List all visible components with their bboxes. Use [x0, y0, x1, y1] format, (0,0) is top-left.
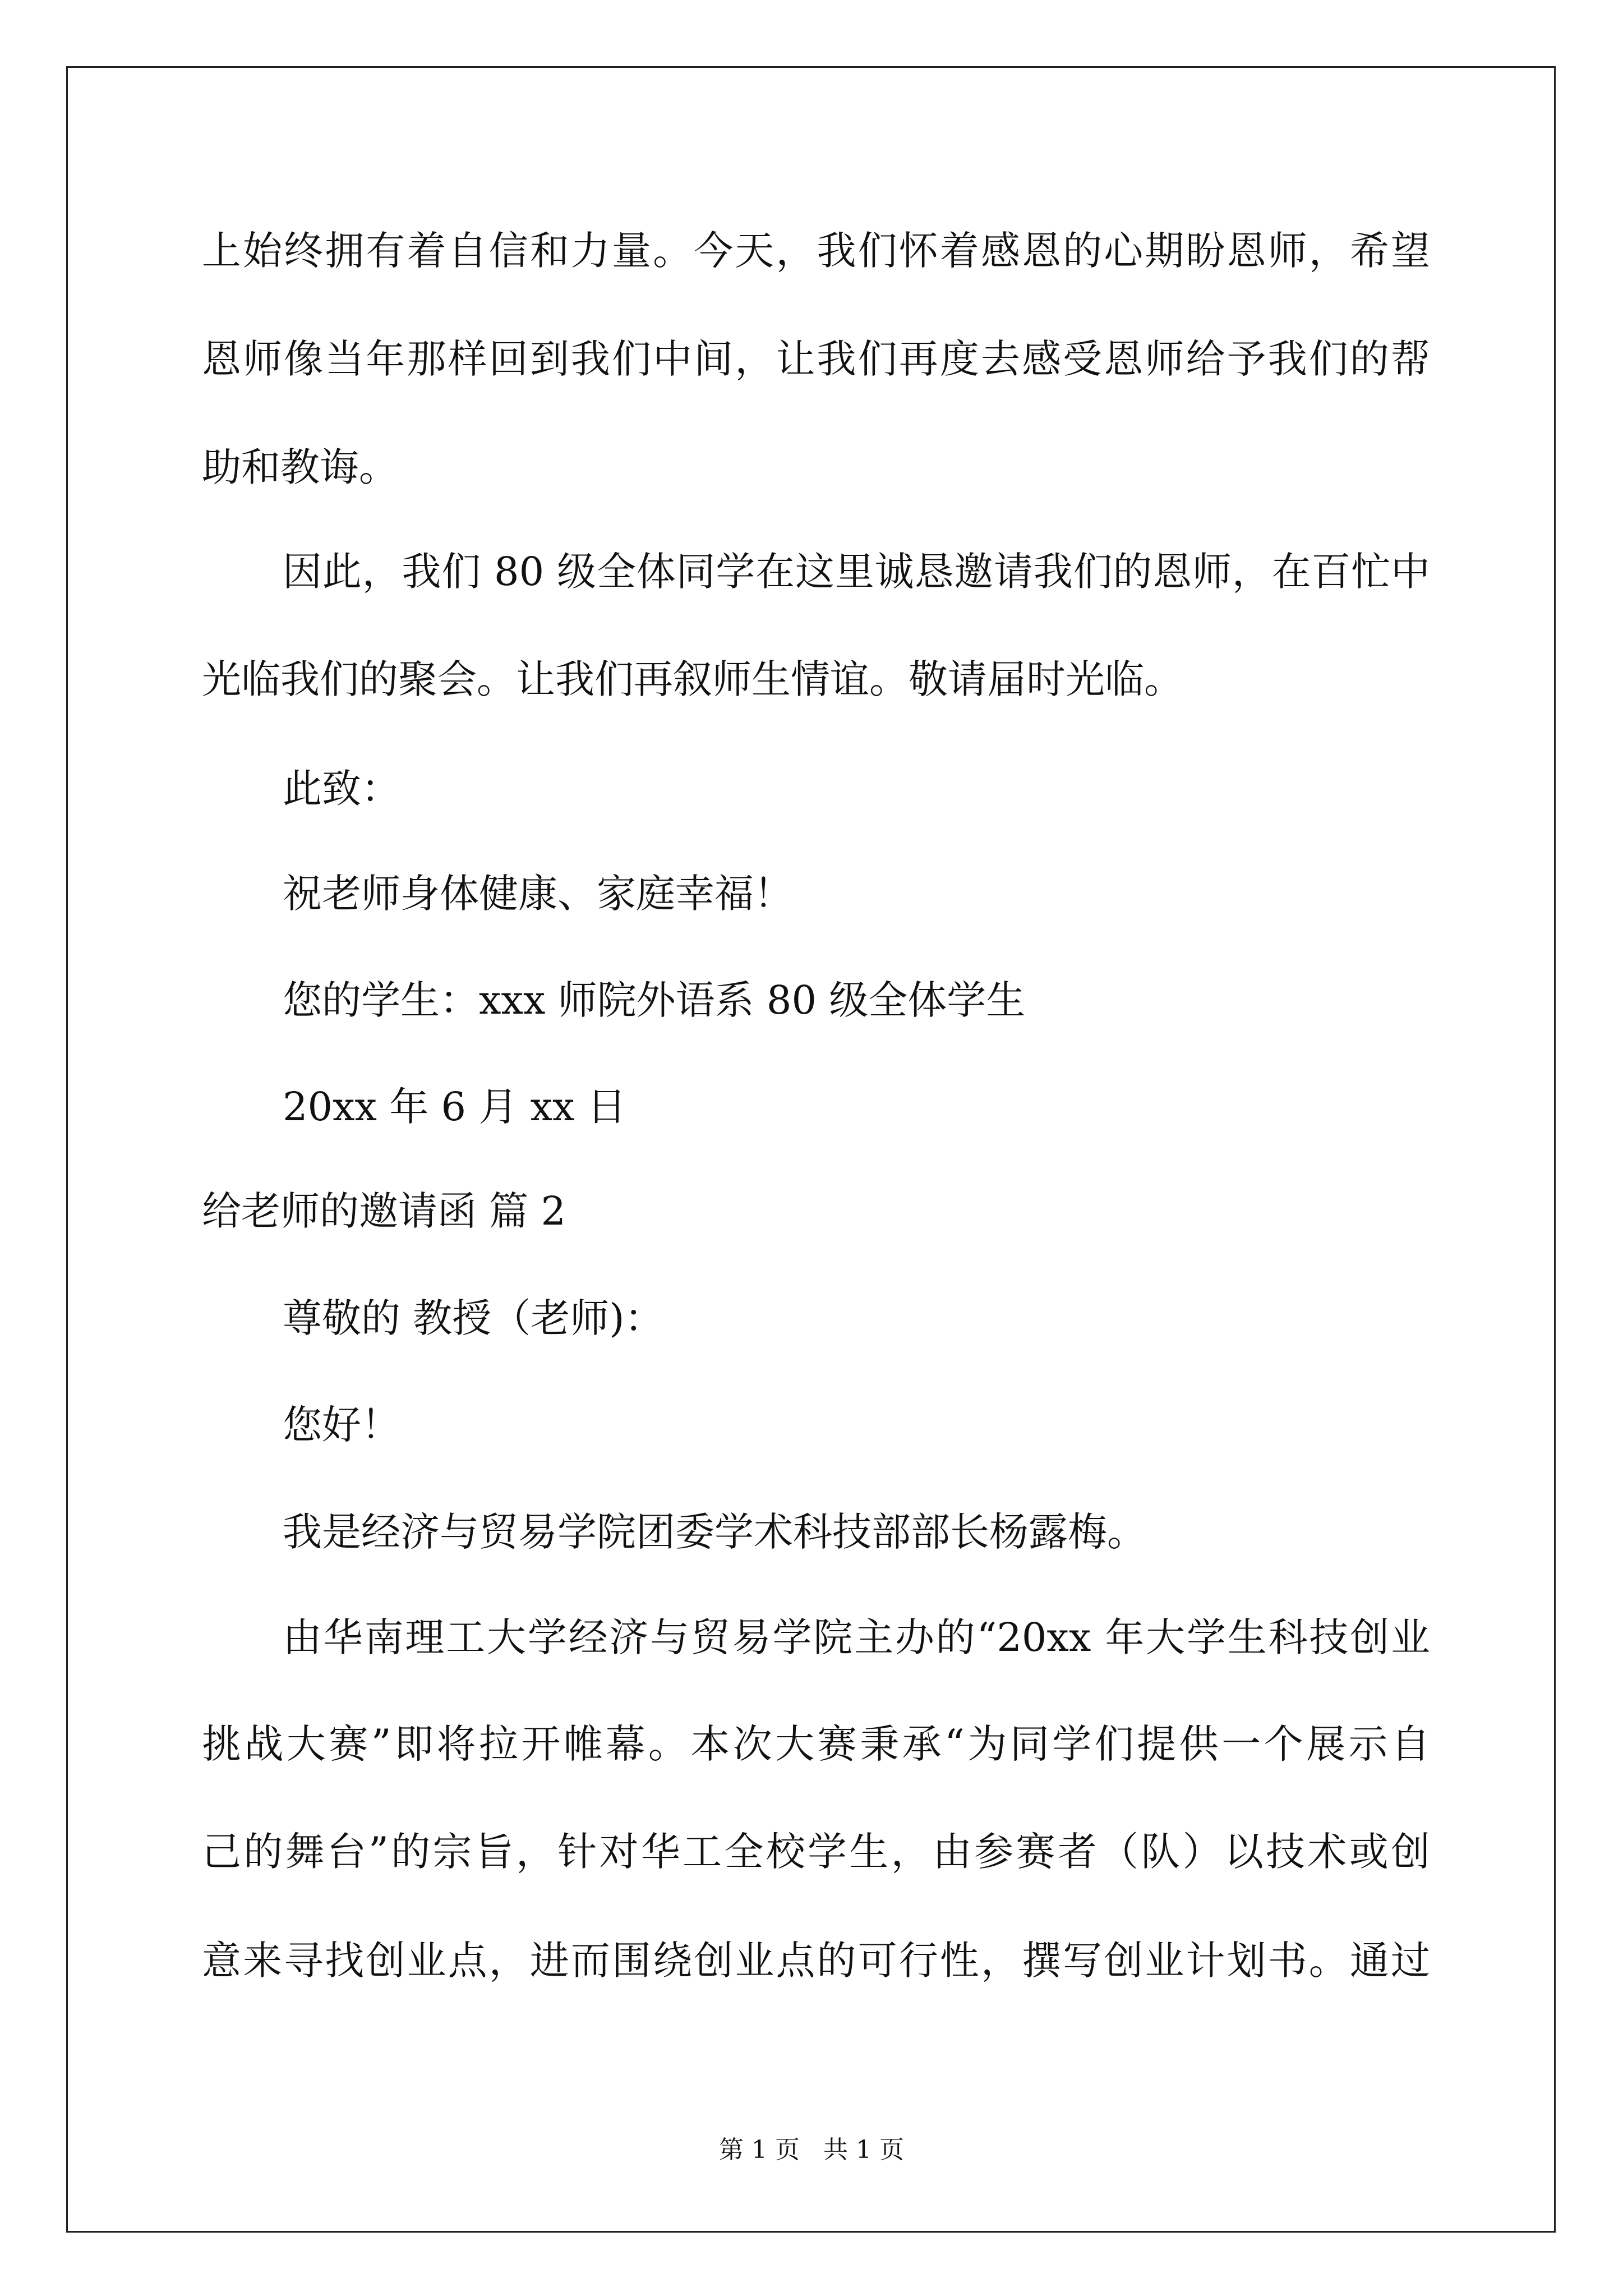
section-heading: 给老师的邀请函 篇 2: [202, 1188, 566, 1234]
greeting-line: 您好！: [283, 1402, 400, 1448]
body-line: 己的舞台”的宗旨，针对华工全校学生，由参赛者（队）以技术或创: [202, 1829, 1430, 1875]
wish-line: 祝老师身体健康、家庭幸福！: [283, 871, 793, 917]
page-footer: 第 1 页 共 1 页: [719, 2136, 904, 2164]
body-line: 挑战大赛”即将拉开帷幕。本次大赛秉承“为同学们提供一个展示自: [202, 1721, 1430, 1767]
body-line: 因此，我们 80 级全体同学在这里诚恳邀请我们的恩师，在百忙中: [283, 549, 1430, 595]
closing-line: 此致：: [283, 766, 400, 812]
page-frame: [66, 66, 1556, 2233]
body-line: 我是经济与贸易学院团委学术科技部部长杨露梅。: [283, 1509, 1146, 1555]
signature-line: 您的学生：xxx 师院外语系 80 级全体学生: [283, 977, 1026, 1023]
salutation-line: 尊敬的 教授（老师)：: [283, 1295, 664, 1341]
date-line: 20xx 年 6 月 xx 日: [283, 1084, 626, 1130]
body-line: 上始终拥有着自信和力量。今天，我们怀着感恩的心期盼恩师，希望: [202, 228, 1430, 274]
body-line: 由华南理工大学经济与贸易学院主办的“20xx 年大学生科技创业: [283, 1614, 1430, 1660]
body-line: 助和教诲。: [202, 444, 398, 490]
body-line: 意来寻找创业点，进而围绕创业点的可行性，撰写创业计划书。通过: [202, 1938, 1430, 1984]
body-line: 恩师像当年那样回到我们中间，让我们再度去感受恩师给予我们的帮: [202, 336, 1430, 382]
body-line: 光临我们的聚会。让我们再叙师生情谊。敬请届时光临。: [202, 656, 1183, 702]
